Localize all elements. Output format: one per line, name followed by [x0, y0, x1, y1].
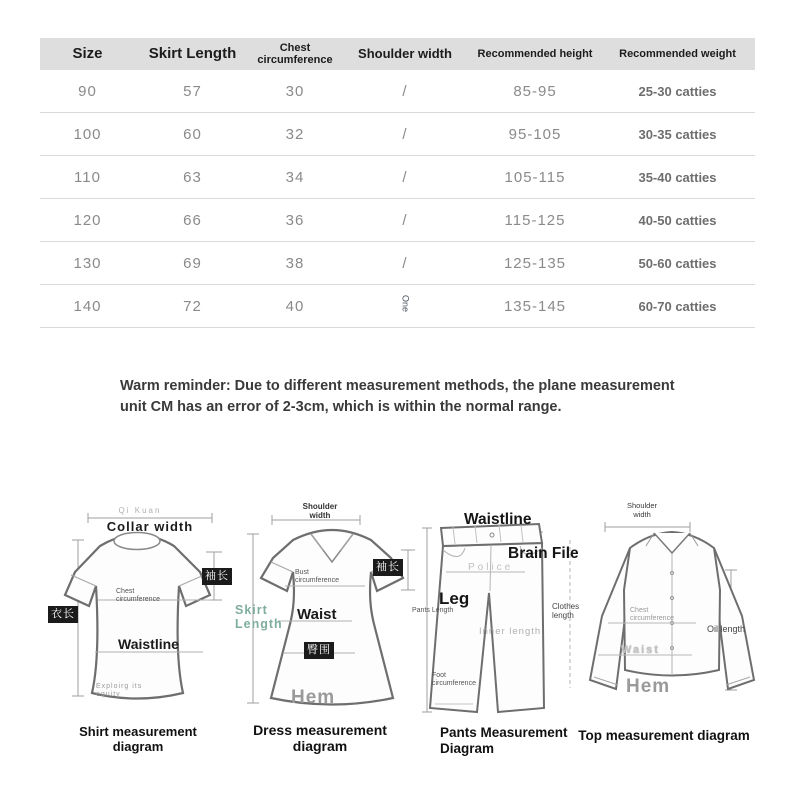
header-chest-circumference: Chest circumference [257, 41, 333, 66]
table-cell: 110 [74, 168, 101, 186]
shirt-chest-circumference-label: Chest circumference [116, 588, 160, 604]
header-shoulder-width: Shoulder width [358, 45, 452, 61]
table-cell: 130 [73, 254, 102, 272]
table-cell: 57 [183, 82, 202, 100]
table-cell: 40 [285, 297, 305, 315]
table-row [40, 285, 755, 328]
shirt-collar-width-label: Collar width [106, 519, 194, 534]
shirt-waistline-label: Waistline [118, 636, 179, 652]
top-hem-label: Hem [626, 676, 671, 697]
table-cell: / [402, 254, 408, 272]
table-cell: 25-30 catties [638, 83, 717, 99]
pants-waistline-label: Waistline [464, 511, 532, 528]
dress-bust-circumference-label: Bust circumference [295, 569, 339, 585]
table-cell: 32 [285, 125, 305, 143]
table-cell: 30-35 catties [638, 126, 717, 142]
top-oil-length-label: Oil length [707, 624, 746, 634]
shirt-hem-note-label: Exploirg its equity [96, 683, 143, 699]
table-row [40, 242, 755, 285]
header-size: Size [72, 44, 103, 62]
table-cell: / [402, 168, 408, 186]
dress-hem-label: Hem [291, 687, 336, 708]
table-row [40, 113, 755, 156]
size-table [40, 38, 755, 328]
top-shoulder-width-label: Shoulder width [626, 501, 658, 519]
top-figure-caption: Top measurement diagram [578, 728, 750, 743]
table-cell: / [402, 125, 408, 143]
shirt-shoulder-pinyin-label: Qi Kuan [118, 506, 162, 515]
header-recommended-weight: Recommended weight [619, 47, 736, 60]
header-recommended-height: Recommended height [477, 47, 593, 60]
pants-figure-caption: Pants Measurement Diagram [440, 725, 568, 757]
table-cell: 95-105 [508, 125, 562, 143]
table-row [40, 70, 755, 113]
table-cell: 115-125 [504, 211, 566, 229]
table-cell: 85-95 [513, 82, 557, 100]
table-row [40, 199, 755, 242]
table-cell: 72 [183, 297, 202, 315]
warm-reminder-text: Warm reminder: Due to different measurement methods, the plane measurement unit CM has an error of 2-3cm, which is within the normal range. [120, 378, 675, 416]
table-row [40, 156, 755, 199]
top-measurement-figure [550, 498, 762, 765]
dress-hip-cn-label: 臀围 [304, 642, 334, 659]
shirt-clothes-length-cn-label: 衣长 [48, 606, 78, 623]
dress-sleeve-length-cn-label: 袖长 [373, 559, 403, 576]
table-cell: / [402, 211, 408, 229]
table-cell: 60-70 catties [638, 298, 717, 314]
table-cell: 34 [285, 168, 305, 186]
table-cell: 36 [285, 211, 305, 229]
table-header-row [40, 38, 755, 70]
top-waist-label: Waist [621, 644, 660, 656]
top-chest-circumference-label: Chest circumference [630, 607, 674, 623]
header-skirt-length: Skirt Length [148, 44, 237, 62]
table-cell: 63 [183, 168, 202, 186]
pants-inner-length-label: Inner length [479, 626, 542, 637]
table-cell: 120 [73, 211, 102, 229]
table-cell: 30 [285, 82, 305, 100]
pants-brain-file-label: Brain File [508, 545, 579, 562]
dress-shoulder-width-label: Shoulder width [302, 502, 338, 521]
table-cell: 135-145 [503, 297, 567, 315]
top-clothes-length-label: Clothes length [552, 602, 580, 621]
dress-skirt-length-label: Skirt Length [235, 603, 283, 632]
shirt-sleeve-length-cn-label: 袖长 [202, 568, 232, 585]
shirt-figure-caption: Shirt measurement diagram [79, 724, 197, 754]
table-cell: 100 [73, 125, 102, 143]
table-cell: 90 [78, 82, 97, 100]
table-cell: 40-50 catties [638, 212, 717, 228]
pants-leg-label: Leg [439, 589, 470, 608]
table-cell: 66 [183, 211, 202, 229]
dress-waist-label: Waist [297, 606, 337, 623]
shirt-measurement-figure [40, 500, 235, 765]
table-cell: 60 [183, 125, 202, 143]
dress-measurement-figure [225, 498, 415, 765]
table-cell: / [402, 82, 408, 100]
dress-figure-caption: Dress measurement diagram [253, 722, 387, 754]
one-size-vertical-text: One [400, 295, 411, 313]
table-cell: 140 [73, 297, 102, 315]
table-cell: 50-60 catties [638, 255, 717, 271]
pants-length-label: Pants Length [412, 607, 454, 614]
pants-police-label: Police [468, 562, 514, 573]
table-cell: 69 [183, 254, 202, 272]
table-cell: 105-115 [504, 168, 566, 186]
table-cell: 35-40 catties [638, 169, 717, 185]
table-cell: 38 [285, 254, 305, 272]
table-cell: 125-135 [503, 254, 567, 272]
pants-foot-circumference-label: Foot circumference [432, 672, 476, 688]
table-cell [340, 295, 470, 316]
